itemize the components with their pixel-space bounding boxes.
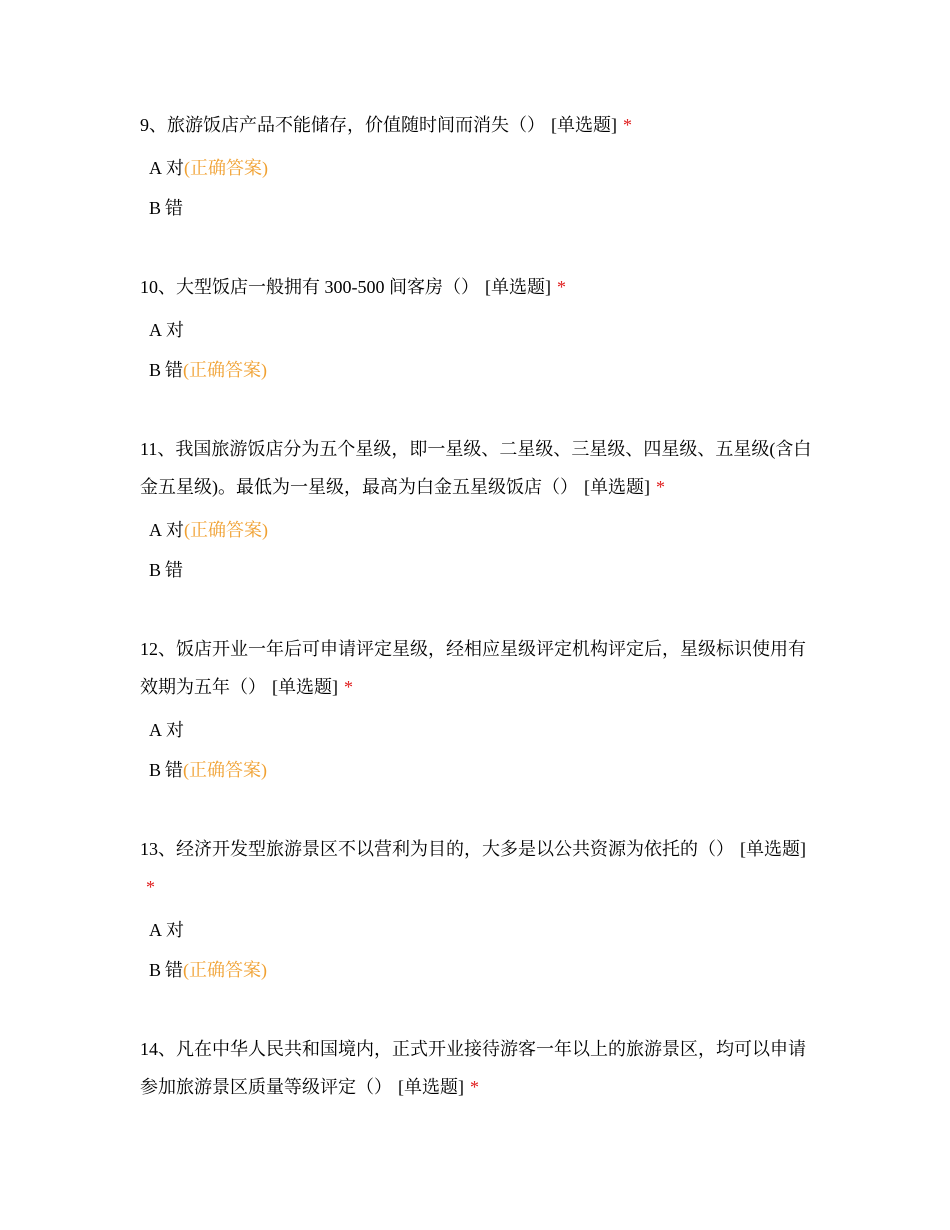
option-a[interactable] [149,510,815,550]
option-letter: B [149,560,162,580]
question-9 [140,106,815,228]
question-type: [单选题] [551,115,617,135]
question-text: 9、旅游饭店产品不能储存，价值随时间而消失（） [140,115,545,135]
option-letter: A [149,920,162,940]
correct-answer-tag: (正确答案) [184,520,268,540]
option-b[interactable] [149,188,815,228]
question-14 [140,1030,815,1106]
option-text: 对 [166,158,184,178]
required-mark: * [557,277,566,297]
correct-answer-tag: (正确答案) [183,360,268,380]
option-letter: B [149,198,162,218]
option-a[interactable] [149,310,815,350]
option-text: 错 [165,198,184,218]
option-text: 对 [166,920,184,940]
correct-answer-tag: (正确答案) [184,158,268,178]
question-text: 10、大型饭店一般拥有 300-500 间客房（） [140,277,479,297]
question-title [140,106,815,144]
option-a[interactable] [149,148,815,188]
question-type: [单选题] [740,839,806,859]
option-b[interactable] [149,550,815,590]
options-list [140,148,815,228]
correct-answer-tag: (正确答案) [183,760,268,780]
question-title [140,268,815,306]
question-title [140,430,815,506]
option-a[interactable] [149,710,815,750]
option-text: 错 [165,760,184,780]
required-mark: * [146,877,155,897]
option-letter: B [149,360,162,380]
required-mark: * [344,677,353,697]
option-text: 对 [166,720,184,740]
option-a[interactable] [149,910,815,950]
question-type: [单选题] [272,677,338,697]
question-12 [140,630,815,790]
options-list [140,510,815,590]
question-text: 12、饭店开业一年后可申请评定星级，经相应星级评定机构评定后，星级标识使用有效期为五年（） [140,639,806,697]
question-title [140,1030,815,1106]
question-text: 14、凡在中华人民共和国境内，正式开业接待游客一年以上的旅游景区，均可以申请参加旅游景区质量等级评定（） [140,1039,806,1097]
option-text: 错 [165,960,184,980]
option-letter: A [149,320,162,340]
option-text: 错 [165,560,184,580]
question-title [140,630,815,706]
question-11 [140,430,815,590]
option-letter: B [149,760,162,780]
question-type: [单选题] [398,1077,464,1097]
question-text: 11、我国旅游饭店分为五个星级，即一星级、二星级、三星级、四星级、五星级(含白金五星级)。最低为一星级，最高为白金五星级饭店（） [140,439,812,497]
question-13 [140,830,815,990]
option-letter: A [149,158,162,178]
option-text: 错 [165,360,184,380]
options-list [140,310,815,390]
option-text: 对 [166,320,184,340]
required-mark: * [470,1077,479,1097]
option-b[interactable] [149,750,815,790]
option-text: 对 [166,520,184,540]
required-mark: * [656,477,665,497]
question-text: 13、经济开发型旅游景区不以营利为目的，大多是以公共资源为依托的（） [140,839,734,859]
option-b[interactable] [149,350,815,390]
options-list [140,910,815,990]
question-10 [140,268,815,390]
option-letter: A [149,720,162,740]
option-letter: A [149,520,162,540]
question-title [140,830,815,906]
option-b[interactable] [149,950,815,990]
correct-answer-tag: (正确答案) [183,960,268,980]
options-list [140,710,815,790]
option-letter: B [149,960,162,980]
question-type: [单选题] [584,477,650,497]
question-type: [单选题] [485,277,551,297]
required-mark: * [623,115,632,135]
